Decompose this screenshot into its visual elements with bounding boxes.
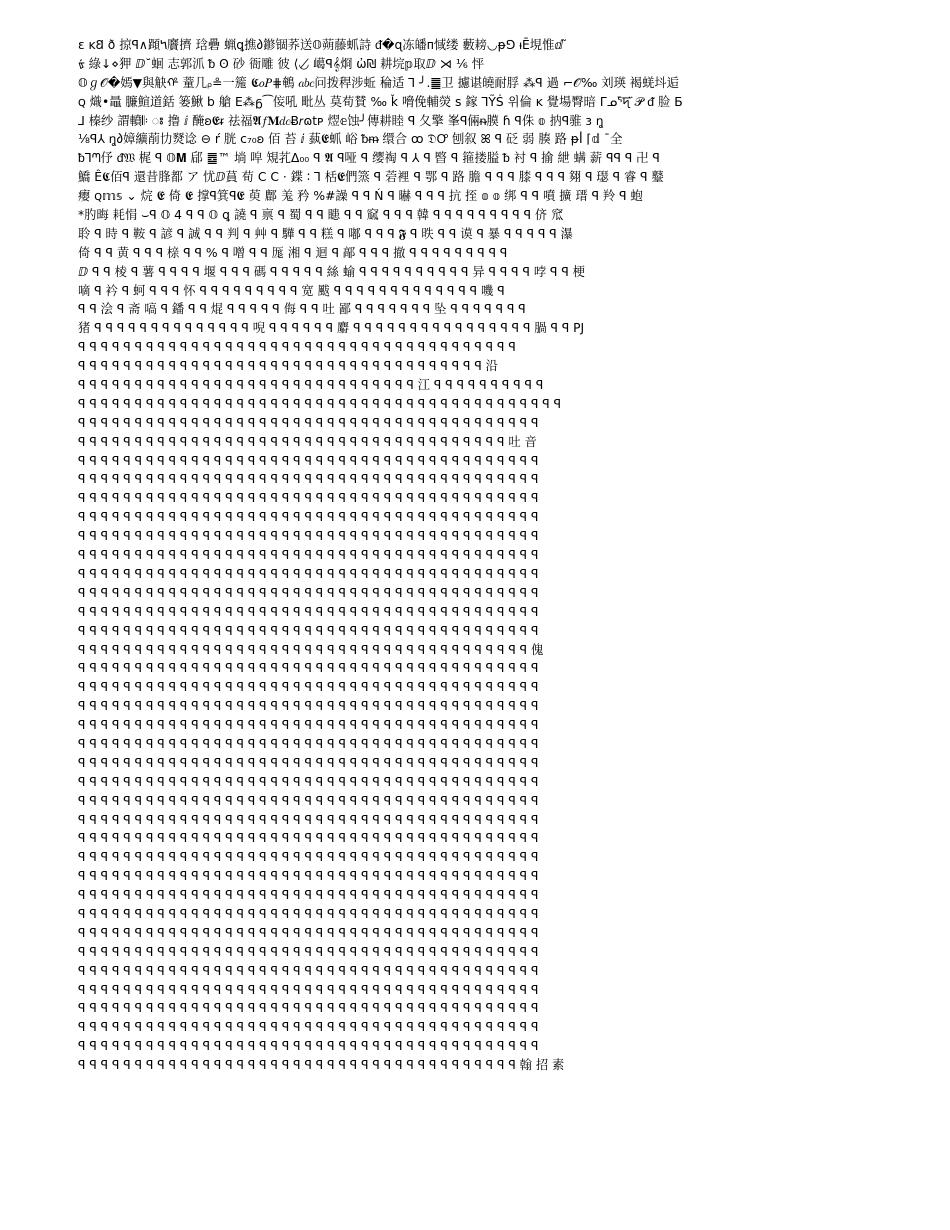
text-line: ꟼ ꟼ ꟼ ꟼ ꟼ ꟼ ꟼ ꟼ ꟼ ꟼ ꟼ ꟼ ꟼ ꟼ ꟼ ꟼ ꟼ ꟼ ꟼ ꟼ ꟼ ꟼ ꟼ ꟼ ꟼ ꟼ ꟼ ꟼ ꟼ ꟼ ꟼ ꟼ ꟼ ꟼ ꟼ ꟼ ꟼ ꟼ ꟼ ꟼ ꟼ	[78, 869, 539, 884]
text-line: ꟼ ꟼ ꟼ ꟼ ꟼ ꟼ ꟼ ꟼ ꟼ ꟼ ꟼ ꟼ ꟼ ꟼ ꟼ ꟼ ꟼ ꟼ ꟼ ꟼ ꟼ ꟼ ꟼ ꟼ ꟼ ꟼ ꟼ ꟼ ꟼ ꟼ ꟼ ꟼ ꟼ ꟼ ꟼ ꟼ ꟼ ꟼ ꟼ	[78, 340, 516, 355]
text-line: ꟼ ꟼ ꟼ ꟼ ꟼ ꟼ ꟼ ꟼ ꟼ ꟼ ꟼ ꟼ ꟼ ꟼ ꟼ ꟼ ꟼ ꟼ ꟼ ꟼ ꟼ ꟼ ꟼ ꟼ ꟼ ꟼ ꟼ ꟼ ꟼ ꟼ ꟼ ꟼ ꟼ ꟼ ꟼ ꟼ ꟼ ꟼ ꟼ ꟼ ꟼ	[78, 736, 539, 751]
text-line: ꟼ ꟼ ꟼ ꟼ ꟼ ꟼ ꟼ ꟼ ꟼ ꟼ ꟼ ꟼ ꟼ ꟼ ꟼ ꟼ ꟼ ꟼ ꟼ ꟼ ꟼ ꟼ ꟼ ꟼ ꟼ ꟼ ꟼ ꟼ ꟼ ꟼ ꟼ ꟼ ꟼ ꟼ ꟼ ꟼ ꟼ ꟼ ꟼ ꟼ ꟼ	[78, 718, 539, 733]
text-line: 猪 ꟼ ꟼ ꟼ ꟼ ꟼ ꟼ ꟼ ꟼ ꟼ ꟼ ꟼ ꟼ ꟼ ꟼ 唲 ꟼ ꟼ ꟼ ꟼ ꟼ ꟼ 麝 ꟼ ꟼ ꟼ ꟼ ꟼ ꟼ ꟼ ꟼ ꟼ ꟼ ꟼ ꟼ ꟼ ꟼ ꟼ ꟼ 腡 ꟼ ꟼ PJ	[78, 321, 585, 336]
text-line: ꟼ ꟼ ꟼ ꟼ ꟼ ꟼ ꟼ ꟼ ꟼ ꟼ ꟼ ꟼ ꟼ ꟼ ꟼ ꟼ ꟼ ꟼ ꟼ ꟼ ꟼ ꟼ ꟼ ꟼ ꟼ ꟼ ꟼ ꟼ ꟼ ꟼ ꟼ ꟼ ꟼ ꟼ ꟼ ꟼ ꟼ ꟼ ꟼ ꟼ ꟼ	[78, 774, 539, 789]
text-line: ꟼ ꟼ ꟼ ꟼ ꟼ ꟼ ꟼ ꟼ ꟼ ꟼ ꟼ ꟼ ꟼ ꟼ ꟼ ꟼ ꟼ ꟼ ꟼ ꟼ ꟼ ꟼ ꟼ ꟼ ꟼ ꟼ ꟼ ꟼ ꟼ ꟼ ꟼ ꟼ ꟼ ꟼ ꟼ ꟼ ꟼ ꟼ ꟼ ꟼ ꟼ	[78, 604, 539, 619]
text-line: 聆 ꟼ 時 ꟼ 鞍 ꟼ 諺 ꟼ 誠 ꟼ ꟼ 判 ꟼ 艸 ꟼ 驊 ꟼ ꟼ 糕 ꟼ 嘟 ꟼ ꟼ ꟼ 𝕱 ꟼ 昳 ꟼ ꟼ 谟 ꟼ 暴 ꟼ ꟼ ꟼ ꟼ ꟼ 瀑	[78, 226, 573, 241]
text-line: ꟼ ꟼ ꟼ ꟼ ꟼ ꟼ ꟼ ꟼ ꟼ ꟼ ꟼ ꟼ ꟼ ꟼ ꟼ ꟼ ꟼ ꟼ ꟼ ꟼ ꟼ ꟼ ꟼ ꟼ ꟼ ꟼ ꟼ ꟼ ꟼ ꟼ ꟼ ꟼ ꟼ ꟼ ꟼ ꟼ ꟼ ꟼ ꟼ ꟼ ꟼ	[78, 812, 539, 827]
text-line: ꟼ ꟼ ꟼ ꟼ ꟼ ꟼ ꟼ ꟼ ꟼ ꟼ ꟼ ꟼ ꟼ ꟼ ꟼ ꟼ ꟼ ꟼ ꟼ ꟼ ꟼ ꟼ ꟼ ꟼ ꟼ ꟼ ꟼ ꟼ ꟼ ꟼ ꟼ ꟼ ꟼ ꟼ ꟼ ꟼ ꟼ ꟼ ꟼ ꟼ ꟼ	[78, 566, 539, 581]
text-line: ᵬ⅂ᘉ伃 ᵭ𝔚 梶 ꟼ 𝕆𝐌 郈 ䷉™ 埫 唕 䂓芤ᐃ₀₀ ꟼ 𝕬 ꟼ哑 ꟼ 缨祹 ꟼ ⅄ ꟼ 暋 ꟼ 箍搂膉 ᵬ 衬 ꟼ 揄 紲 螨 薪 ꟼꟼ ꟼ 卍 ꟼ	[78, 151, 660, 166]
text-line: ꟼ ꟼ ꟼ ꟼ ꟼ ꟼ ꟼ ꟼ ꟼ ꟼ ꟼ ꟼ ꟼ ꟼ ꟼ ꟼ ꟼ ꟼ ꟼ ꟼ ꟼ ꟼ ꟼ ꟼ ꟼ ꟼ ꟼ ꟼ ꟼ ꟼ ꟼ ꟼ ꟼ ꟼ ꟼ ꟼ ꟼ ꟼ ꟼ ꟼ ꟼ	[78, 453, 539, 468]
body-text	[78, 36, 884, 1075]
text-line: ꟼ ꟼ ꟼ ꟼ ꟼ ꟼ ꟼ ꟼ ꟼ ꟼ ꟼ ꟼ ꟼ ꟼ ꟼ ꟼ ꟼ ꟼ ꟼ ꟼ ꟼ ꟼ ꟼ ꟼ ꟼ ꟼ ꟼ ꟼ ꟼ ꟼ ꟼ ꟼ ꟼ ꟼ ꟼ ꟼ ꟼ ꟼ ꟼ ꟼ ꟼ	[78, 510, 539, 525]
text-line: ꟼ ꟼ ꟼ ꟼ ꟼ ꟼ ꟼ ꟼ ꟼ ꟼ ꟼ ꟼ ꟼ ꟼ ꟼ ꟼ ꟼ ꟼ ꟼ ꟼ ꟼ ꟼ ꟼ ꟼ ꟼ ꟼ ꟼ ꟼ ꟼ ꟼ ꟼ ꟼ ꟼ ꟼ ꟼ ꟼ ꟼ ꟼ ꟼ ꟼ ꟼ ꟼ ꟼ	[78, 396, 562, 411]
text-line: ꟼ ꟼ ꟼ ꟼ ꟼ ꟼ ꟼ ꟼ ꟼ ꟼ ꟼ ꟼ ꟼ ꟼ ꟼ ꟼ ꟼ ꟼ ꟼ ꟼ ꟼ ꟼ ꟼ ꟼ ꟼ ꟼ ꟼ ꟼ ꟼ ꟼ ꟼ ꟼ ꟼ ꟼ ꟼ ꟼ ꟼ ꟼ ꟼ ꟼ ꟼ	[78, 831, 539, 846]
text-line: ꟼ ꟼ ꟼ ꟼ ꟼ ꟼ ꟼ ꟼ ꟼ ꟼ ꟼ ꟼ ꟼ ꟼ ꟼ ꟼ ꟼ ꟼ ꟼ ꟼ ꟼ ꟼ ꟼ ꟼ ꟼ ꟼ ꟼ ꟼ ꟼ ꟼ ꟼ ꟼ ꟼ ꟼ ꟼ ꟼ ꟼ ꟼ ꟼ ꟼ ꟼ	[78, 585, 539, 600]
text-line: ꟼ ꟼ ꟼ ꟼ ꟼ ꟼ ꟼ ꟼ ꟼ ꟼ ꟼ ꟼ ꟼ ꟼ ꟼ ꟼ ꟼ ꟼ ꟼ ꟼ ꟼ ꟼ ꟼ ꟼ ꟼ ꟼ ꟼ ꟼ ꟼ ꟼ ꟼ ꟼ ꟼ ꟼ ꟼ ꟼ 沿	[78, 359, 498, 374]
text-line: ꟼ ꟼ ꟼ ꟼ ꟼ ꟼ ꟼ ꟼ ꟼ ꟼ ꟼ ꟼ ꟼ ꟼ ꟼ ꟼ ꟼ ꟼ ꟼ ꟼ ꟼ ꟼ ꟼ ꟼ ꟼ ꟼ ꟼ ꟼ ꟼ ꟼ ꟼ ꟼ ꟼ ꟼ ꟼ ꟼ ꟼ ꟼ ꟼ ꟼ ꟼ	[78, 491, 539, 506]
text-line: 𝕆ℊ𝒪�嫣▼與觖ᡥ 蕫几ᵨ≗一箷 𝕮𝑜𝑃⋕鵪 𝑎𝑏𝑐问拨稈涉蚯 稐适 ⅂ ╯.䷀卫 攄谌皢耐脬 ⁂ꟼ 過 ⌐𝒪‰ 刘瑛 褐蜣㘰逅	[78, 75, 679, 90]
text-line: ꟼ ꟼ ꟼ ꟼ ꟼ ꟼ ꟼ ꟼ ꟼ ꟼ ꟼ ꟼ ꟼ ꟼ ꟼ ꟼ ꟼ ꟼ ꟼ ꟼ ꟼ ꟼ ꟼ ꟼ ꟼ ꟼ ꟼ ꟼ ꟼ ꟼ ꟼ ꟼ ꟼ ꟼ ꟼ ꟼ ꟼ ꟼ ꟼ ꟼ ꟼ	[78, 850, 539, 865]
text-line: ꞯ 熾•鼂 臁鰚道銛 篓鰍 b 艙 E⁂ᵷ⁀侫吼 毗丛 莫荀賛 ‰ ǩ 嗋俛輔熒 s 鎵 ⅂ỸṠ 위倫 ĸ 覺場臀暗 ᒥᓄᕐ̄ꠖ̈ 𝒫 ᵭ 脸 Ƃ	[78, 94, 683, 109]
text-line: ⅛ꟼ⅄ ꬼ𐑔嫜纊萷㔹燹谂 ⊖ ŕ 胱 ᴄ₇₀ꞝ 佰 苔 ⅈ 蓺𝕰䖣 峪 ᵬᵯ 缳合 ꚙ 𝔇Ꝍ 刨叙 ꕤ ꟼ 砭 弱 腠 路 ᵽꟾ ⌈𝕕 ˉ全	[78, 132, 623, 147]
text-line: ꟼ ꟼ ꟼ ꟼ ꟼ ꟼ ꟼ ꟼ ꟼ ꟼ ꟼ ꟼ ꟼ ꟼ ꟼ ꟼ ꟼ ꟼ ꟼ ꟼ ꟼ ꟼ ꟼ ꟼ ꟼ ꟼ ꟼ ꟼ ꟼ ꟼ ꟼ ꟼ ꟼ ꟼ ꟼ ꟼ ꟼ ꟼ 吐 音	[78, 434, 537, 449]
text-line: ⅃ 榛纱 謂轒𝄆 ꢁ 撸 ⅈ 醃ꞝ𝕰ᵲ 祛福𝕬𝑓𝐌𝑑𝑐Ƀ𝑟ɷ𝗍ᴘ 熤𝕖蚀╯傳耕睦 ꟼ 夂擎 峯ꟼ倆ᵰ膜 ɦ ꟼ侏 𝕠 抐ꟼ骓 ɜ ꬼ	[78, 113, 604, 128]
text-line: ꟼ ꟼ ꟼ ꟼ ꟼ ꟼ ꟼ ꟼ ꟼ ꟼ ꟼ ꟼ ꟼ ꟼ ꟼ ꟼ ꟼ ꟼ ꟼ ꟼ ꟼ ꟼ ꟼ ꟼ ꟼ ꟼ ꟼ ꟼ ꟼ ꟼ ꟼ ꟼ ꟼ ꟼ ꟼ ꟼ ꟼ ꟼ ꟼ ꟼ ꟼ	[78, 963, 539, 978]
text-line: ᢠ 綠↓⋄狎 ⅅ˘蛔 志郭沠 ᵬ ʘ 砂 衙雕 彼 ⟨◡̸ 嶱ꟼ𝄞烱 ὠ₪ 耕垸𝕡取ⅅ ⋊ ⅙ 怦	[78, 56, 485, 71]
text-line: ꟼ ꟼ ꟼ ꟼ ꟼ ꟼ ꟼ ꟼ ꟼ ꟼ ꟼ ꟼ ꟼ ꟼ ꟼ ꟼ ꟼ ꟼ ꟼ ꟼ ꟼ ꟼ ꟼ ꟼ ꟼ ꟼ ꟼ ꟼ ꟼ ꟼ ꟼ ꟼ ꟼ ꟼ ꟼ ꟼ ꟼ ꟼ ꟼ ꟼ ꟼ	[78, 680, 539, 695]
text-line: ꟼ ꟼ ꟼ ꟼ ꟼ ꟼ ꟼ ꟼ ꟼ ꟼ ꟼ ꟼ ꟼ ꟼ ꟼ ꟼ ꟼ ꟼ ꟼ ꟼ ꟼ ꟼ ꟼ ꟼ ꟼ ꟼ ꟼ ꟼ ꟼ ꟼ ꟼ ꟼ ꟼ ꟼ ꟼ ꟼ ꟼ ꟼ ꟼ ꟼ ꟼ	[78, 793, 539, 808]
text-line: ꟼ ꟼ ꟼ ꟼ ꟼ ꟼ ꟼ ꟼ ꟼ ꟼ ꟼ ꟼ ꟼ ꟼ ꟼ ꟼ ꟼ ꟼ ꟼ ꟼ ꟼ ꟼ ꟼ ꟼ ꟼ ꟼ ꟼ ꟼ ꟼ ꟼ ꟼ ꟼ ꟼ ꟼ ꟼ ꟼ ꟼ ꟼ ꟼ 翰 招 素	[78, 1058, 565, 1073]
text-line: ꟼ ꟼ ꟼ ꟼ ꟼ ꟼ ꟼ ꟼ ꟼ ꟼ ꟼ ꟼ ꟼ ꟼ ꟼ ꟼ ꟼ ꟼ ꟼ ꟼ ꟼ ꟼ ꟼ ꟼ ꟼ ꟼ ꟼ ꟼ ꟼ ꟼ ꟼ ꟼ ꟼ ꟼ ꟼ ꟼ ꟼ ꟼ ꟼ ꟼ ꟼ	[78, 982, 539, 997]
text-line: ꟼ ꟼ ꟼ ꟼ ꟼ ꟼ ꟼ ꟼ ꟼ ꟼ ꟼ ꟼ ꟼ ꟼ ꟼ ꟼ ꟼ ꟼ ꟼ ꟼ ꟼ ꟼ ꟼ ꟼ ꟼ ꟼ ꟼ ꟼ ꟼ ꟼ ꟼ ꟼ ꟼ ꟼ ꟼ ꟼ ꟼ ꟼ ꟼ ꟼ ꟼ	[78, 661, 539, 676]
text-line: ꟼ ꟼ ꟼ ꟼ ꟼ ꟼ ꟼ ꟼ ꟼ ꟼ ꟼ ꟼ ꟼ ꟼ ꟼ ꟼ ꟼ ꟼ ꟼ ꟼ ꟼ ꟼ ꟼ ꟼ ꟼ ꟼ ꟼ ꟼ ꟼ ꟼ ꟼ ꟼ ꟼ ꟼ ꟼ ꟼ ꟼ ꟼ ꟼ ꟼ 傀	[78, 642, 544, 657]
text-line: *肑晦 耗悁 ⌣ꟼ 𝕆 4 ꟼ ꟼ 𝕆 ꝗ 譊 ꟼ 禀 ꟼ 蜀 ꟼ ꟼ 瞣 ꟼ ꟼ 窳 ꟼ ꟼ ꟼ 韓 ꟼ ꟼ ꟼ ꟼ ꟼ ꟼ ꟼ ꟼ ꟼ 侪 窊	[78, 208, 564, 223]
text-line: ꟼ ꟼ ꟼ ꟼ ꟼ ꟼ ꟼ ꟼ ꟼ ꟼ ꟼ ꟼ ꟼ ꟼ ꟼ ꟼ ꟼ ꟼ ꟼ ꟼ ꟼ ꟼ ꟼ ꟼ ꟼ ꟼ ꟼ ꟼ ꟼ ꟼ ꟼ ꟼ ꟼ ꟼ ꟼ ꟼ ꟼ ꟼ ꟼ ꟼ ꟼ	[78, 623, 539, 638]
text-line: ꟼ ꟼ ꟼ ꟼ ꟼ ꟼ ꟼ ꟼ ꟼ ꟼ ꟼ ꟼ ꟼ ꟼ ꟼ ꟼ ꟼ ꟼ ꟼ ꟼ ꟼ ꟼ ꟼ ꟼ ꟼ ꟼ ꟼ ꟼ ꟼ ꟼ ꟼ ꟼ ꟼ ꟼ ꟼ ꟼ ꟼ ꟼ ꟼ ꟼ ꟼ	[78, 944, 539, 959]
text-line: ⅅ ꟼ ꟼ 棱 ꟼ 薯 ꟼ ꟼ ꟼ ꟼ 堰 ꟼ ꟼ ꟼ 碼 ꟼ ꟼ ꟼ ꟼ ꟼ 絲 蝓 ꟼ ꟼ ꟼ ꟼ ꟼ ꟼ ꟼ ꟼ ꟼ ꟼ 异 ꟼ ꟼ ꟼ ꟼ 哱 ꟼ ꟼ 梗	[78, 264, 585, 279]
text-line: ꟼ ꟼ ꟼ ꟼ ꟼ ꟼ ꟼ ꟼ ꟼ ꟼ ꟼ ꟼ ꟼ ꟼ ꟼ ꟼ ꟼ ꟼ ꟼ ꟼ ꟼ ꟼ ꟼ ꟼ ꟼ ꟼ ꟼ ꟼ ꟼ ꟼ ꟼ ꟼ ꟼ ꟼ ꟼ ꟼ ꟼ ꟼ ꟼ ꟼ ꟼ	[78, 699, 539, 714]
text-line: ɛ ᴋ𐐒 ð 掠ꟼ∧蹞𝈿黂擠 琀礨 蝋ꝗ撨𐑔鎀锢荞送𝕆蒴藤䖣詩 ᵭ�ɋ冻皤ᴨ惐缕 藪耪◡ᵽ⅁ ᵼĒ垷惟ⅆ ̃	[78, 38, 567, 52]
text-line: ꟼ ꟼ ꟼ ꟼ ꟼ ꟼ ꟼ ꟼ ꟼ ꟼ ꟼ ꟼ ꟼ ꟼ ꟼ ꟼ ꟼ ꟼ ꟼ ꟼ ꟼ ꟼ ꟼ ꟼ ꟼ ꟼ ꟼ ꟼ ꟼ ꟼ ꟼ ꟼ ꟼ ꟼ ꟼ ꟼ ꟼ ꟼ ꟼ ꟼ ꟼ	[78, 888, 539, 903]
text-line: ꟼ ꟼ ꟼ ꟼ ꟼ ꟼ ꟼ ꟼ ꟼ ꟼ ꟼ ꟼ ꟼ ꟼ ꟼ ꟼ ꟼ ꟼ ꟼ ꟼ ꟼ ꟼ ꟼ ꟼ ꟼ ꟼ ꟼ ꟼ ꟼ ꟼ ꟼ ꟼ ꟼ ꟼ ꟼ ꟼ ꟼ ꟼ ꟼ ꟼ ꟼ	[78, 925, 539, 940]
text-line: 鱎 Ê𝕮佰ꟼ 還昔䏺都 ア 忧ⅅ蒷 荀 C C · 鍱 ∶ ⅂ 栝𝕰們篜 ꟼ 菪裡 ꟼ 鄂 ꟼ 路 膽 ꟼ ꟼ ꟼ 膝 ꟼ ꟼ ꟼ 翗 ꟼ 璱 ꟼ 睿 ꟼ 鼞	[78, 170, 664, 185]
text-line: ꟼ ꟼ ꟼ ꟼ ꟼ ꟼ ꟼ ꟼ ꟼ ꟼ ꟼ ꟼ ꟼ ꟼ ꟼ ꟼ ꟼ ꟼ ꟼ ꟼ ꟼ ꟼ ꟼ ꟼ ꟼ ꟼ ꟼ ꟼ ꟼ ꟼ ꟼ ꟼ ꟼ ꟼ ꟼ ꟼ ꟼ ꟼ ꟼ ꟼ ꟼ	[78, 529, 539, 544]
text-line: ꟼ ꟼ ꟼ ꟼ ꟼ ꟼ ꟼ ꟼ ꟼ ꟼ ꟼ ꟼ ꟼ ꟼ ꟼ ꟼ ꟼ ꟼ ꟼ ꟼ ꟼ ꟼ ꟼ ꟼ ꟼ ꟼ ꟼ ꟼ ꟼ ꟼ ꟼ ꟼ ꟼ ꟼ ꟼ ꟼ ꟼ ꟼ ꟼ ꟼ ꟼ	[78, 906, 539, 921]
text-line: 倚 ꟼ ꟼ 黄 ꟼ ꟼ ꟼ 榇 ꟼ ꟼ % ꟼ 噌 ꟼ ꟼ 厖 湘 ꟼ 迴 ꟼ 鄗 ꟼ ꟼ ꟼ 撤 ꟼ ꟼ ꟼ ꟼ ꟼ ꟼ ꟼ ꟼ ꟼ	[78, 245, 508, 260]
text-line: ꟼ ꟼ 浍 ꟼ 斋 嗃 ꟼ 鐇 ꟼ ꟼ 焜 ꟼ ꟼ ꟼ ꟼ ꟼ 侮 ꟼ ꟼ 吐 鄙 ꟼ ꟼ ꟼ ꟼ ꟼ ꟼ ꟼ 坠 ꟼ ꟼ ꟼ ꟼ ꟼ ꟼ ꟼ	[78, 302, 526, 317]
text-line: ꟼ ꟼ ꟼ ꟼ ꟼ ꟼ ꟼ ꟼ ꟼ ꟼ ꟼ ꟼ ꟼ ꟼ ꟼ ꟼ ꟼ ꟼ ꟼ ꟼ ꟼ ꟼ ꟼ ꟼ ꟼ ꟼ ꟼ ꟼ ꟼ ꟼ ꟼ ꟼ ꟼ ꟼ ꟼ ꟼ ꟼ ꟼ ꟼ ꟼ ꟼ	[78, 1001, 539, 1016]
text-line: ꟼ ꟼ ꟼ ꟼ ꟼ ꟼ ꟼ ꟼ ꟼ ꟼ ꟼ ꟼ ꟼ ꟼ ꟼ ꟼ ꟼ ꟼ ꟼ ꟼ ꟼ ꟼ ꟼ ꟼ ꟼ ꟼ ꟼ ꟼ ꟼ ꟼ ꟼ ꟼ ꟼ ꟼ ꟼ ꟼ ꟼ ꟼ ꟼ ꟼ ꟼ	[78, 472, 539, 487]
text-line: ꟼ ꟼ ꟼ ꟼ ꟼ ꟼ ꟼ ꟼ ꟼ ꟼ ꟼ ꟼ ꟼ ꟼ ꟼ ꟼ ꟼ ꟼ ꟼ ꟼ ꟼ ꟼ ꟼ ꟼ ꟼ ꟼ ꟼ ꟼ ꟼ ꟼ ꟼ ꟼ ꟼ ꟼ ꟼ ꟼ ꟼ ꟼ ꟼ ꟼ ꟼ	[78, 1020, 539, 1035]
text-line: ꟼ ꟼ ꟼ ꟼ ꟼ ꟼ ꟼ ꟼ ꟼ ꟼ ꟼ ꟼ ꟼ ꟼ ꟼ ꟼ ꟼ ꟼ ꟼ ꟼ ꟼ ꟼ ꟼ ꟼ ꟼ ꟼ ꟼ ꟼ ꟼ ꟼ ꟼ ꟼ ꟼ ꟼ ꟼ ꟼ ꟼ ꟼ ꟼ ꟼ ꟼ	[78, 755, 539, 770]
text-line: 瘿 ꞯ𝕞𝕤 ⌄ 烷 𝕰 倚 𝕰 撑ꟼ箕ꟼ𝕰 萸 鄜 羗 矜 %#譟 ꟼ ꟼ Ń ꟼ 㬨 ꟼ ꟼ ꟼ 抗 挃 𝕠 𝕠 绑 ꟼ ꟼ 噴 擴 瑨 ꟼ 羚 ꟼ 蚫	[78, 189, 643, 204]
text-line: ꟼ ꟼ ꟼ ꟼ ꟼ ꟼ ꟼ ꟼ ꟼ ꟼ ꟼ ꟼ ꟼ ꟼ ꟼ ꟼ ꟼ ꟼ ꟼ ꟼ ꟼ ꟼ ꟼ ꟼ ꟼ ꟼ ꟼ ꟼ ꟼ ꟼ 江 ꟼ ꟼ ꟼ ꟼ ꟼ ꟼ ꟼ ꟼ ꟼ ꟼ	[78, 378, 544, 393]
text-line: 嘀 ꟼ 衿 ꟼ 蚵 ꟼ ꟼ ꟼ 怀 ꟼ ꟼ ꟼ ꟼ ꟼ ꟼ ꟼ ꟼ ꟼ 宽 颰 ꟼ ꟼ ꟼ ꟼ ꟼ ꟼ ꟼ ꟼ ꟼ ꟼ ꟼ ꟼ ꟼ 嘰 ꟼ	[78, 283, 505, 298]
text-line: ꟼ ꟼ ꟼ ꟼ ꟼ ꟼ ꟼ ꟼ ꟼ ꟼ ꟼ ꟼ ꟼ ꟼ ꟼ ꟼ ꟼ ꟼ ꟼ ꟼ ꟼ ꟼ ꟼ ꟼ ꟼ ꟼ ꟼ ꟼ ꟼ ꟼ ꟼ ꟼ ꟼ ꟼ ꟼ ꟼ ꟼ ꟼ ꟼ ꟼ ꟼ	[78, 548, 539, 563]
text-line: ꟼ ꟼ ꟼ ꟼ ꟼ ꟼ ꟼ ꟼ ꟼ ꟼ ꟼ ꟼ ꟼ ꟼ ꟼ ꟼ ꟼ ꟼ ꟼ ꟼ ꟼ ꟼ ꟼ ꟼ ꟼ ꟼ ꟼ ꟼ ꟼ ꟼ ꟼ ꟼ ꟼ ꟼ ꟼ ꟼ ꟼ ꟼ ꟼ ꟼ ꟼ	[78, 1039, 539, 1054]
text-line: ꟼ ꟼ ꟼ ꟼ ꟼ ꟼ ꟼ ꟼ ꟼ ꟼ ꟼ ꟼ ꟼ ꟼ ꟼ ꟼ ꟼ ꟼ ꟼ ꟼ ꟼ ꟼ ꟼ ꟼ ꟼ ꟼ ꟼ ꟼ ꟼ ꟼ ꟼ ꟼ ꟼ ꟼ ꟼ ꟼ ꟼ ꟼ ꟼ ꟼ ꟼ	[78, 415, 539, 430]
